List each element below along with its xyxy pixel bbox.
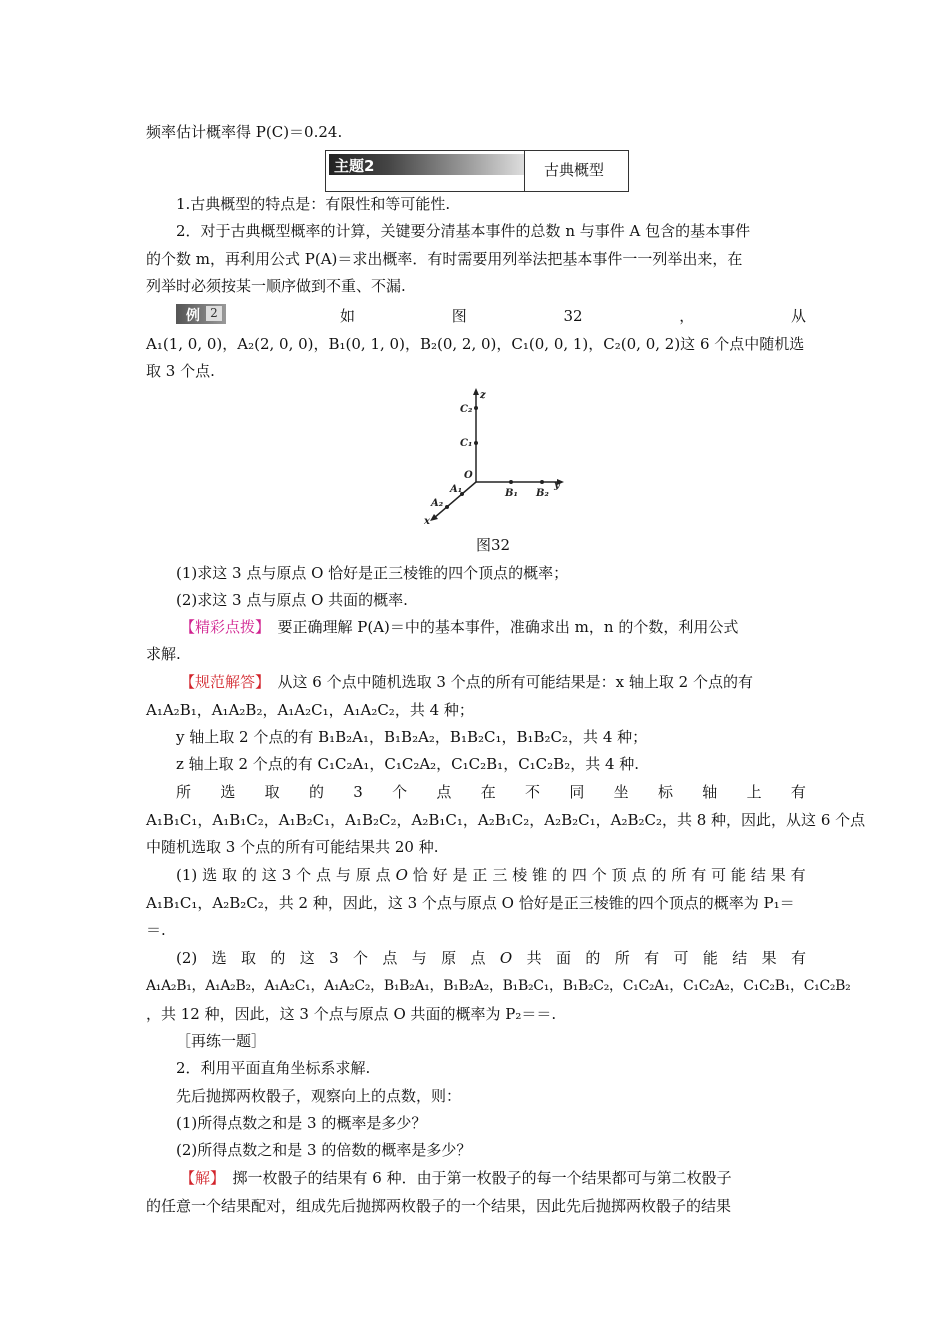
- word: 果: [770, 866, 786, 884]
- word: 图: [451, 307, 467, 325]
- hint-tag: 【精彩点拨】: [180, 618, 263, 636]
- word: 可: [711, 866, 727, 884]
- word: 有: [790, 783, 806, 801]
- word: 32: [563, 307, 583, 325]
- point-c2: [474, 406, 478, 410]
- word: 的: [241, 866, 257, 884]
- text-line: ，共 12 种，因此，这 3 个点与原点 O 共面的概率为 P₂＝＝.: [146, 1005, 557, 1023]
- text-line: ［再练一题］: [176, 1032, 267, 1050]
- word: 棱: [512, 866, 528, 884]
- text-line: 的任意一个结果配对，组成先后抛掷两枚骰子的一个结果，因此先后抛掷两枚骰子的结果: [146, 1197, 732, 1215]
- word: 同: [569, 783, 585, 801]
- text-line: 频率估计概率得 P(C)＝0.24.: [146, 123, 343, 141]
- topic-divider: [524, 151, 525, 191]
- word: 可: [673, 949, 689, 967]
- text-line: (1)求这 3 点与原点 O 恰好是正三棱锥的四个顶点的概率；: [176, 564, 569, 582]
- word: 3: [281, 866, 292, 884]
- word: 原: [355, 866, 371, 884]
- word: 正: [472, 866, 488, 884]
- word: 所: [614, 949, 630, 967]
- word: 与: [335, 866, 351, 884]
- text-line: y 轴上取 2 个点的有 B₁B₂A₁，B₁B₂A₂，B₁B₂C₁，B₁B₂C₂，共 4 种；: [176, 728, 648, 746]
- answer-line: [180, 672, 810, 692]
- word: 点: [375, 866, 391, 884]
- justified-line: [176, 865, 806, 885]
- point-b1: [509, 480, 513, 484]
- topic-badge-label: 主题2: [334, 157, 375, 175]
- word: 在: [480, 783, 496, 801]
- text-line: ＝.: [146, 921, 166, 939]
- word: 3: [353, 783, 363, 801]
- word: 选: [220, 783, 236, 801]
- text-line: A₁(1, 0, 0)，A₂(2, 0, 0)，B₁(0, 1, 0)，B₂(0, 2, 0)，C₁(0, 0, 1)，C₂(0, 0, 2)这 6 个点中随机选: [146, 335, 805, 353]
- solution-line: [180, 1168, 810, 1188]
- point-c1: [474, 441, 478, 445]
- word: 如: [340, 307, 356, 325]
- word: 所: [176, 783, 192, 801]
- z-arrow-icon: [473, 388, 479, 395]
- word: 取: [240, 949, 256, 967]
- topic-title: 古典概型: [544, 161, 605, 179]
- word: 的: [308, 783, 324, 801]
- word: 有: [790, 866, 806, 884]
- text-line: (2)求这 3 点与原点 O 共面的概率.: [176, 591, 408, 609]
- text-line: 2．对于古典概型概率的计算，关键要分清基本事件的总数 n 与事件 A 包含的基本事件: [176, 222, 751, 240]
- text-line: (2)所得点数之和是 3 的倍数的概率是多少？: [176, 1141, 472, 1159]
- word: 顶: [611, 866, 627, 884]
- word: 不: [525, 783, 541, 801]
- word: 个: [353, 949, 369, 967]
- word: 锥: [532, 866, 548, 884]
- word: (2): [176, 949, 198, 967]
- solution-text: 掷一枚骰子的结果有 6 种．由于第一枚骰子的每一个结果都可与第二枚骰子: [217, 1169, 732, 1187]
- figure-caption: 图32: [476, 536, 511, 554]
- text-line: 先后抛掷两枚骰子，观察向上的点数，则：: [176, 1087, 462, 1105]
- answer-text: 从这 6 个点中随机选取 3 个点的所有可能结果是：x 轴上取 2 个点的有: [262, 673, 753, 691]
- word: 坐: [613, 783, 629, 801]
- coordinate-figure: [420, 386, 570, 531]
- text-line: A₁A₂B₁，A₁A₂B₂，A₁A₂C₁，A₁A₂C₂，B₁B₂A₁，B₁B₂A₂，B₁B₂C₁，B₁B₂C₂，C₁C₂A₁，C₁C₂A₂，C₁C₂B₁，C₁C₂B₂: [146, 978, 851, 994]
- text-line: 取 3 个点.: [146, 362, 215, 380]
- word: 取: [264, 783, 280, 801]
- word: 结: [732, 949, 748, 967]
- hint-text: 要正确理解 P(A)＝中的基本事件，准确求出 m，n 的个数，利用公式: [262, 618, 739, 636]
- word: 的: [270, 949, 286, 967]
- word: 点: [316, 866, 332, 884]
- text-line: z 轴上取 2 个点的有 C₁C₂A₁，C₁C₂A₂，C₁C₂B₁，C₁C₂B₂，共 4 种.: [176, 755, 640, 773]
- label-o: O: [464, 470, 473, 481]
- label-b2: B₂: [536, 488, 549, 499]
- text-line: 的个数 m，再利用公式 P(A)＝求出概率．有时需要用列举法把基本事件一一列举出来，在: [146, 250, 743, 268]
- answer-tag: 【规范解答】: [180, 673, 263, 691]
- text-line: 求解.: [146, 645, 181, 663]
- text-line: 列举时必须按某一顺序做到不重、不漏.: [146, 277, 406, 295]
- word: 原: [441, 949, 457, 967]
- label-y: y: [554, 480, 560, 491]
- word: ，: [679, 307, 695, 325]
- word: 点: [382, 949, 398, 967]
- word: 的: [651, 866, 667, 884]
- word: 三: [492, 866, 508, 884]
- label-c1: C₁: [460, 438, 473, 449]
- text-line: A₁A₂B₁，A₁A₂B₂，A₁A₂C₁，A₁A₂C₂，共 4 种；: [146, 701, 474, 719]
- example-badge: [176, 304, 226, 324]
- word: 有: [691, 866, 707, 884]
- label-b1: B₁: [505, 488, 518, 499]
- topic-badge: [329, 154, 524, 175]
- label-x: x: [424, 516, 430, 527]
- word: 能: [731, 866, 747, 884]
- word: 这: [261, 866, 277, 884]
- word: 是: [452, 866, 468, 884]
- word: O: [499, 949, 513, 967]
- word: 取: [222, 866, 238, 884]
- word: 选: [211, 949, 227, 967]
- label-a1: A₁: [450, 484, 463, 495]
- word: 有: [644, 949, 660, 967]
- example-badge-label: 例: [186, 308, 200, 324]
- word: 3: [329, 949, 339, 967]
- word: 所: [671, 866, 687, 884]
- label-a2: A₂: [431, 498, 444, 509]
- label-z: z: [480, 390, 486, 401]
- label-c2: C₂: [460, 404, 473, 415]
- word: 面: [555, 949, 571, 967]
- word: 的: [551, 866, 567, 884]
- solution-tag: 【解】: [180, 1169, 218, 1187]
- word: 选: [202, 866, 218, 884]
- point-b2: [540, 480, 544, 484]
- word: 个: [296, 866, 312, 884]
- text-line: 1.古典概型的特点是：有限性和等可能性.: [176, 195, 451, 213]
- text-line: (1)所得点数之和是 3 的概率是多少？: [176, 1114, 427, 1132]
- word: 结: [750, 866, 766, 884]
- word: 个: [591, 866, 607, 884]
- word: 点: [436, 783, 452, 801]
- word: 个: [392, 783, 408, 801]
- word: 从: [790, 307, 806, 325]
- word: 好: [432, 866, 448, 884]
- word: 的: [585, 949, 601, 967]
- word: 有: [790, 949, 806, 967]
- word: 恰: [412, 866, 428, 884]
- text-line: A₁B₁C₁，A₂B₂C₂，共 2 种，因此，这 3 个点与原点 O 恰好是正三棱锥的四个顶点的概率为 P₁＝: [146, 894, 795, 912]
- topic-header: [325, 150, 629, 192]
- point-a2: [445, 505, 449, 509]
- word: 点: [631, 866, 647, 884]
- example-line: [340, 306, 806, 326]
- word: 四: [571, 866, 587, 884]
- word: 与: [411, 949, 427, 967]
- word: 能: [702, 949, 718, 967]
- example-badge-number: 2: [206, 306, 222, 321]
- word: 果: [761, 949, 777, 967]
- text-line: 2．利用平面直角坐标系求解.: [176, 1059, 371, 1077]
- word: O: [395, 866, 408, 884]
- word: 这: [299, 949, 315, 967]
- text-line: A₁B₁C₁，A₁B₁C₂，A₁B₂C₁，A₁B₂C₂，A₂B₁C₁，A₂B₁C₂，A₂B₂C₁，A₂B₂C₂，共 8 种，因此，从这 6 个点: [146, 811, 866, 829]
- hint-line: [180, 617, 810, 637]
- word: 标: [657, 783, 673, 801]
- word: (1): [176, 866, 198, 884]
- justified-line: [176, 782, 806, 802]
- word: 上: [746, 783, 762, 801]
- text-line: 中随机选取 3 个点的所有可能结果共 20 种.: [146, 838, 439, 856]
- word: 共: [526, 949, 542, 967]
- word: 点: [470, 949, 486, 967]
- word: 轴: [702, 783, 718, 801]
- justified-line: [176, 948, 806, 968]
